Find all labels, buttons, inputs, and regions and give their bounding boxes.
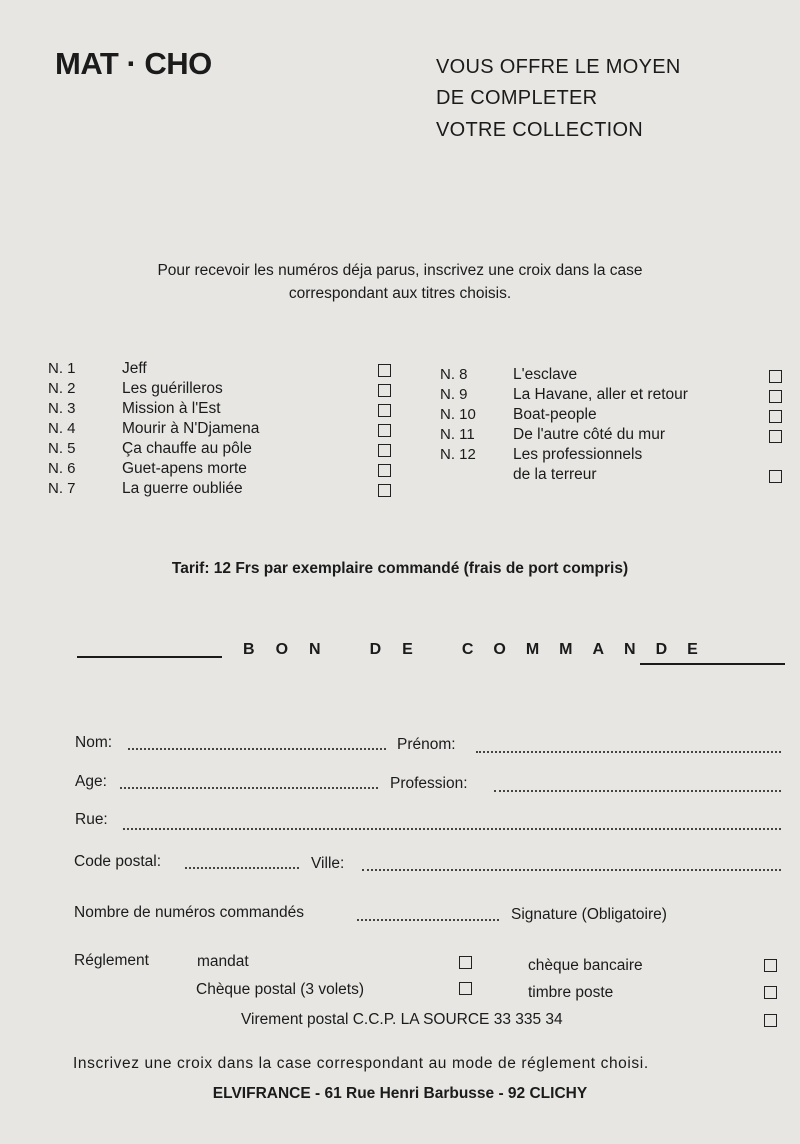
quantity-label: Nombre de numéros commandés (74, 904, 305, 921)
payment-instruction: Inscrivez une croix dans la case correspondant au mode de réglement choisi. (73, 1055, 649, 1072)
profession-field[interactable] (494, 790, 781, 792)
title-letter: A (592, 641, 606, 658)
cheque-postal-checkbox[interactable] (459, 982, 472, 995)
issue-title: Mission à l'Est (122, 400, 221, 417)
issue-checkbox-4[interactable] (378, 424, 391, 437)
issue-number: N. 4 (48, 420, 76, 437)
issue-title: Les guérilleros (122, 380, 223, 397)
tagline-line-3: VOTRE COLLECTION (436, 119, 644, 141)
mandat-label: mandat (197, 953, 249, 970)
quantity-field[interactable] (357, 919, 499, 921)
issue-checkbox-1[interactable] (378, 364, 391, 377)
heading-rule-left (77, 656, 222, 658)
issue-title: Guet-apens morte (122, 460, 247, 477)
title-letter: O (493, 641, 507, 658)
tagline-line-1: VOUS OFFRE LE MOYEN (436, 56, 681, 78)
issue-checkbox-6[interactable] (378, 464, 391, 477)
title-letter: M (525, 641, 541, 658)
issue-title: Les professionnels (513, 446, 643, 463)
rue-label: Rue: (75, 811, 108, 828)
tagline-line-2: DE COMPLETER (436, 87, 598, 109)
issue-title: De l'autre côté du mur (513, 426, 666, 443)
age-label: Age: (75, 773, 107, 790)
order-form-title (243, 641, 699, 659)
title-letter: D (369, 641, 383, 658)
issue-number: N. 2 (48, 380, 76, 397)
issue-title: La Havane, aller et retour (513, 386, 688, 403)
rue-field[interactable] (123, 828, 781, 830)
title-letter: N (624, 641, 637, 658)
issue-checkbox-2[interactable] (378, 384, 391, 397)
nom-label: Nom: (75, 734, 113, 751)
title-letter: E (402, 641, 414, 658)
issue-title: Boat-people (513, 406, 597, 423)
intro-line-2: correspondant aux titres choisis. (288, 285, 512, 302)
issue-checkbox-5[interactable] (378, 444, 391, 457)
issue-number: N. 8 (440, 366, 468, 383)
issue-number: N. 11 (440, 426, 475, 443)
age-field[interactable] (120, 787, 378, 789)
issue-checkbox-8[interactable] (769, 370, 782, 383)
issue-title-continued: de la terreur (513, 466, 597, 483)
title-letter: B (243, 641, 256, 658)
issue-title: L'esclave (513, 366, 578, 383)
cheque-bancaire-label: chèque bancaire (528, 957, 643, 974)
price-note: Tarif: 12 Frs par exemplaire commandé (frais de port compris) (171, 560, 629, 577)
show-through-decoration (85, 70, 124, 208)
issue-checkbox-12[interactable] (769, 470, 782, 483)
issue-checkbox-11[interactable] (769, 430, 782, 443)
intro-line-1: Pour recevoir les numéros déja parus, inscrivez une croix dans la case (157, 262, 643, 279)
issue-checkbox-9[interactable] (769, 390, 782, 403)
issue-number: N. 5 (48, 440, 76, 457)
cheque-postal-label: Chèque postal (3 volets) (196, 981, 365, 998)
profession-label: Profession: (390, 775, 468, 792)
title-letter: M (559, 641, 574, 658)
prenom-field[interactable] (476, 751, 781, 753)
ville-label: Ville: (311, 855, 345, 872)
title-letter: O (275, 641, 290, 658)
issue-title: Jeff (122, 360, 147, 377)
virement-label: Virement postal C.C.P. LA SOURCE 33 335 34 (241, 1011, 563, 1028)
heading-rule-right (640, 663, 785, 665)
issue-title: Mourir à N'Djamena (122, 420, 260, 437)
ville-field[interactable] (362, 869, 781, 871)
issue-number: N. 12 (440, 446, 476, 463)
title-letter: N (309, 641, 322, 658)
code-postal-field[interactable] (185, 867, 299, 869)
issue-number: N. 1 (48, 360, 76, 377)
timbre-poste-checkbox[interactable] (764, 986, 777, 999)
signature-label: Signature (Obligatoire) (511, 906, 667, 923)
issue-number: N. 9 (440, 386, 468, 403)
mandat-checkbox[interactable] (459, 956, 472, 969)
timbre-poste-label: timbre poste (528, 984, 614, 1001)
issue-number: N. 10 (440, 406, 476, 423)
issue-title: Ça chauffe au pôle (122, 440, 252, 457)
title-letter: C (461, 641, 475, 658)
title-letter: D (655, 641, 669, 658)
publisher-address: ELVIFRANCE - 61 Rue Henri Barbusse - 92 CLICHY (212, 1085, 588, 1102)
cheque-bancaire-checkbox[interactable] (764, 959, 777, 972)
title-letter: E (687, 641, 699, 658)
prenom-label: Prénom: (397, 736, 456, 753)
payment-label: Réglement (74, 952, 149, 969)
brand-logo: MAT · CHO (55, 46, 212, 81)
issue-number: N. 7 (48, 480, 76, 497)
nom-field[interactable] (128, 748, 386, 750)
virement-checkbox[interactable] (764, 1014, 777, 1027)
code-postal-label: Code postal: (74, 853, 162, 870)
issue-checkbox-3[interactable] (378, 404, 391, 417)
issue-number: N. 6 (48, 460, 76, 477)
issue-number: N. 3 (48, 400, 76, 417)
issue-title: La guerre oubliée (122, 480, 243, 497)
issue-checkbox-10[interactable] (769, 410, 782, 423)
issue-checkbox-7[interactable] (378, 484, 391, 497)
